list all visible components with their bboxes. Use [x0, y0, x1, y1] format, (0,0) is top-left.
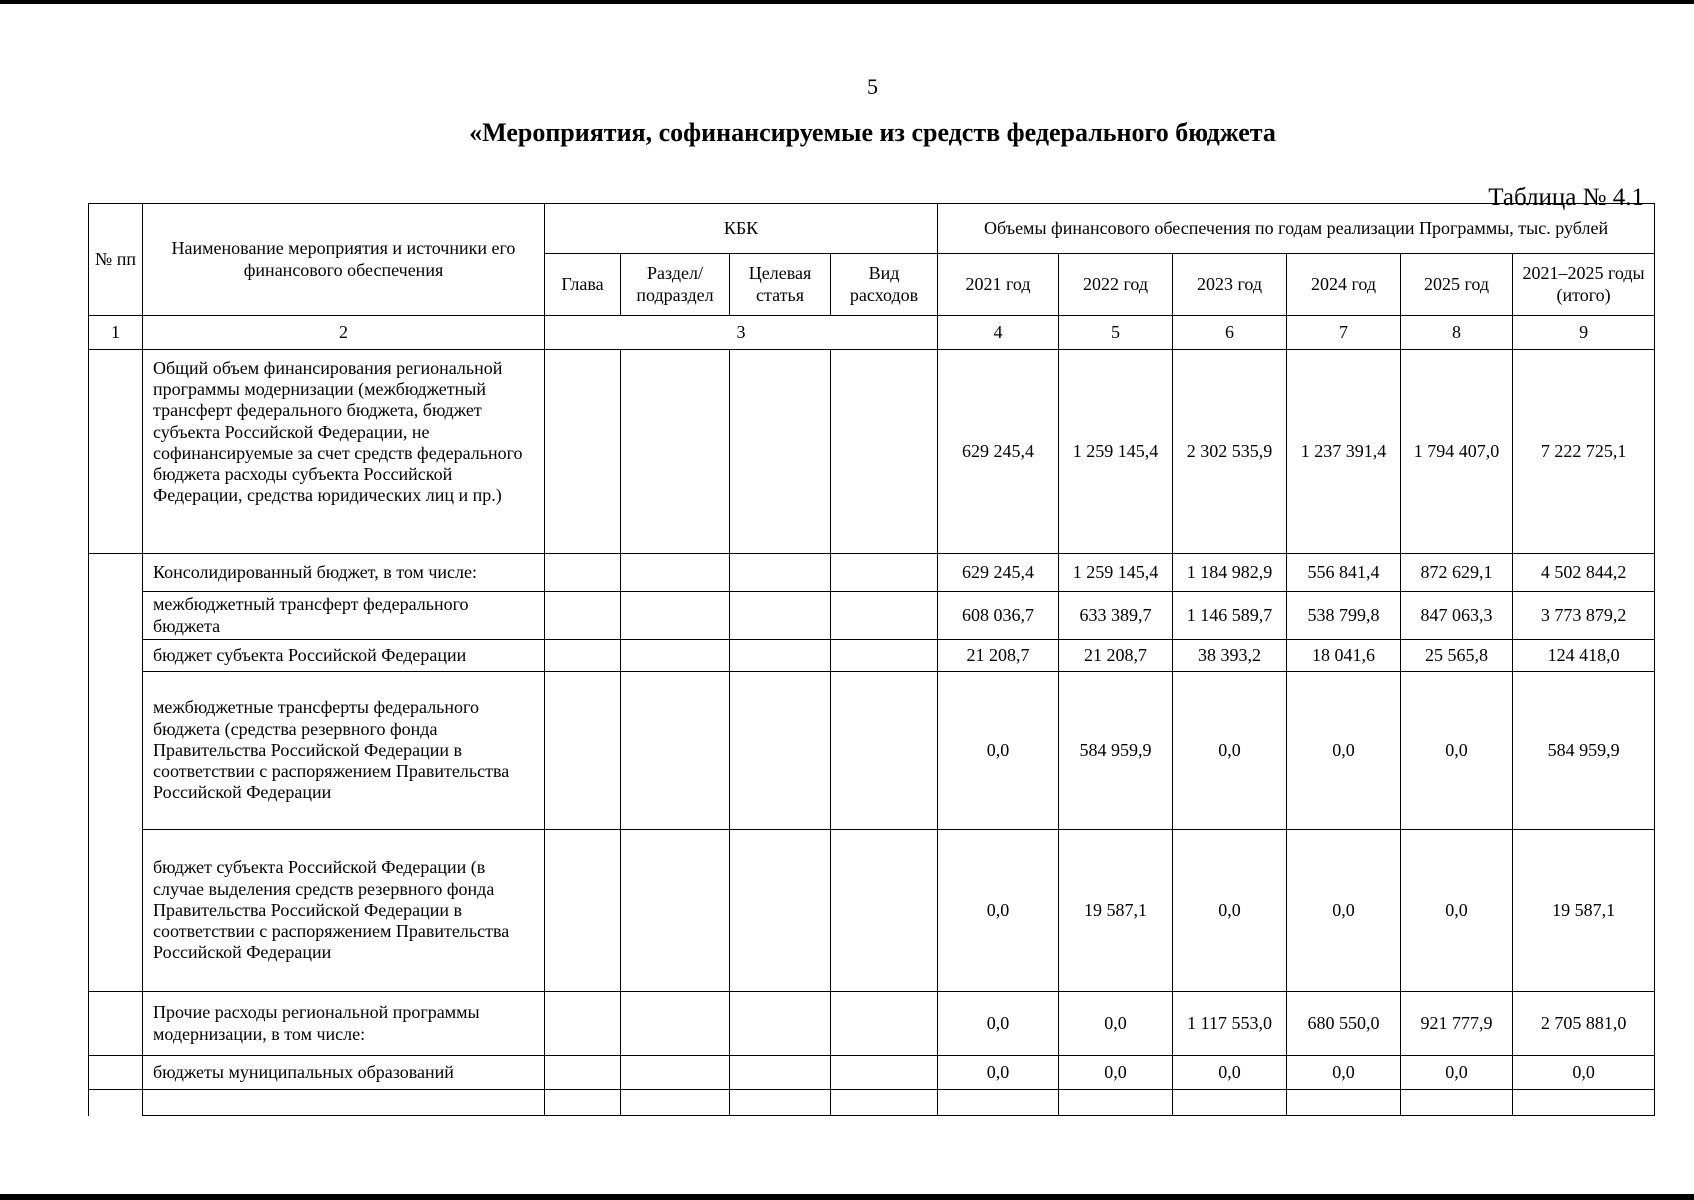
value-total: 584 959,9: [1513, 672, 1655, 830]
value-2021: 0,0: [938, 992, 1059, 1056]
value-2025: 0,0: [1401, 1056, 1513, 1090]
value-2022: 584 959,9: [1059, 672, 1173, 830]
value-2022: 21 208,7: [1059, 640, 1173, 672]
value-2022: 0,0: [1059, 1056, 1173, 1090]
value-2022: 633 389,7: [1059, 592, 1173, 640]
value-total: 0,0: [1513, 1056, 1655, 1090]
scan-edge-top: [0, 0, 1694, 4]
header-kbk-statya: Целевая статья: [730, 254, 831, 316]
column-index: 7: [1287, 316, 1401, 350]
column-index: 8: [1401, 316, 1513, 350]
row-name: Прочие расходы региональной программы модернизации, в том числе:: [143, 992, 545, 1056]
value-2023: 1 117 553,0: [1173, 992, 1287, 1056]
value-2025: 25 565,8: [1401, 640, 1513, 672]
value-2022: 0,0: [1059, 992, 1173, 1056]
row-name: Консолидированный бюджет, в том числе:: [143, 554, 545, 592]
column-index: 2: [143, 316, 545, 350]
header-year-2021: 2021 год: [938, 254, 1059, 316]
value-2025: 1 794 407,0: [1401, 350, 1513, 554]
row-name: межбюджетный трансферт федерального бюджета: [143, 592, 545, 640]
value-2023: 0,0: [1173, 830, 1287, 992]
value-2025: 872 629,1: [1401, 554, 1513, 592]
table-row: [89, 554, 1655, 592]
column-index: 5: [1059, 316, 1173, 350]
header-name: Наименование мероприятия и источники его финансового обеспечения: [143, 204, 545, 316]
value-total: 4 502 844,2: [1513, 554, 1655, 592]
value-2022: 1 259 145,4: [1059, 554, 1173, 592]
value-2025: 921 777,9: [1401, 992, 1513, 1056]
value-total: 7 222 725,1: [1513, 350, 1655, 554]
column-index-row: [89, 316, 1655, 350]
value-2022: 1 259 145,4: [1059, 350, 1173, 554]
value-2021: 629 245,4: [938, 350, 1059, 554]
table-label: Таблица № 4.1: [1488, 184, 1644, 211]
column-index: 1: [89, 316, 143, 350]
value-total: 3 773 879,2: [1513, 592, 1655, 640]
value-2023: 1 146 589,7: [1173, 592, 1287, 640]
value-2024: 538 799,8: [1287, 592, 1401, 640]
row-name: межбюджетные трансферты федерального бюджета (средства резервного фонда Правительства Российской Федерации в соответствии с распоряжением Правительства Российской Федерации: [143, 672, 545, 830]
header-kbk-vid: Вид расходов: [831, 254, 938, 316]
value-2024: 0,0: [1287, 830, 1401, 992]
value-total: 19 587,1: [1513, 830, 1655, 992]
value-2021: 0,0: [938, 672, 1059, 830]
value-2023: 38 393,2: [1173, 640, 1287, 672]
value-2024: 556 841,4: [1287, 554, 1401, 592]
value-2024: 1 237 391,4: [1287, 350, 1401, 554]
value-total: 2 705 881,0: [1513, 992, 1655, 1056]
table-row: [89, 1056, 1655, 1090]
column-index: 3: [545, 316, 938, 350]
table-row: [89, 672, 1655, 830]
value-2023: 0,0: [1173, 1056, 1287, 1090]
value-2024: 0,0: [1287, 672, 1401, 830]
header-kbk-razdel: Раздел/ подраздел: [621, 254, 730, 316]
table-row: [89, 830, 1655, 992]
value-2023: 0,0: [1173, 672, 1287, 830]
page-number: 5: [867, 74, 878, 99]
row-name: бюджеты муниципальных образований: [143, 1056, 545, 1090]
table-row: [89, 640, 1655, 672]
value-2025: 0,0: [1401, 830, 1513, 992]
header-volumes: Объемы финансового обеспечения по годам реализации Программы, тыс. рублей: [938, 204, 1655, 254]
header-year-2024: 2024 год: [1287, 254, 1401, 316]
funding-table: [88, 203, 1655, 1116]
document-title: «Мероприятия, софинансируемые из средств федерального бюджета: [469, 118, 1276, 147]
value-2024: 0,0: [1287, 1056, 1401, 1090]
row-name: бюджет субъекта Российской Федерации (в случае выделения средств резервного фонда Правительства Российской Федерации в соответствии с распоряжением Правительства Российской Федерации: [143, 830, 545, 992]
header-num: № пп: [89, 204, 143, 316]
value-2023: 2 302 535,9: [1173, 350, 1287, 554]
value-2021: 629 245,4: [938, 554, 1059, 592]
table-row-partial: [89, 1090, 1655, 1116]
value-2024: 18 041,6: [1287, 640, 1401, 672]
table-row: [89, 992, 1655, 1056]
value-2025: 847 063,3: [1401, 592, 1513, 640]
value-total: 124 418,0: [1513, 640, 1655, 672]
column-index: 6: [1173, 316, 1287, 350]
header-year-2022: 2022 год: [1059, 254, 1173, 316]
header-year-2023: 2023 год: [1173, 254, 1287, 316]
value-2022: 19 587,1: [1059, 830, 1173, 992]
value-2021: 608 036,7: [938, 592, 1059, 640]
value-2021: 0,0: [938, 1056, 1059, 1090]
column-index: 4: [938, 316, 1059, 350]
row-name: Общий объем финансирования региональной программы модернизации (межбюджетный трансферт федерального бюджета, бюджет субъекта Российской Федерации, не софинансируемые за счет средств федерального бюджета расходы субъекта Российской Федерации, средства юридических лиц и пр.): [143, 350, 545, 554]
value-2021: 0,0: [938, 830, 1059, 992]
header-year-2025: 2025 год: [1401, 254, 1513, 316]
value-2021: 21 208,7: [938, 640, 1059, 672]
header-kbk-glava: Глава: [545, 254, 621, 316]
header-year-total: 2021–2025 годы (итого): [1513, 254, 1655, 316]
table-row: [89, 592, 1655, 640]
value-2023: 1 184 982,9: [1173, 554, 1287, 592]
column-index: 9: [1513, 316, 1655, 350]
header-kbk: КБК: [545, 204, 938, 254]
value-2025: 0,0: [1401, 672, 1513, 830]
scan-edge-bottom: [0, 1194, 1694, 1200]
value-2024: 680 550,0: [1287, 992, 1401, 1056]
row-name: бюджет субъекта Российской Федерации: [143, 640, 545, 672]
table-row: [89, 350, 1655, 554]
